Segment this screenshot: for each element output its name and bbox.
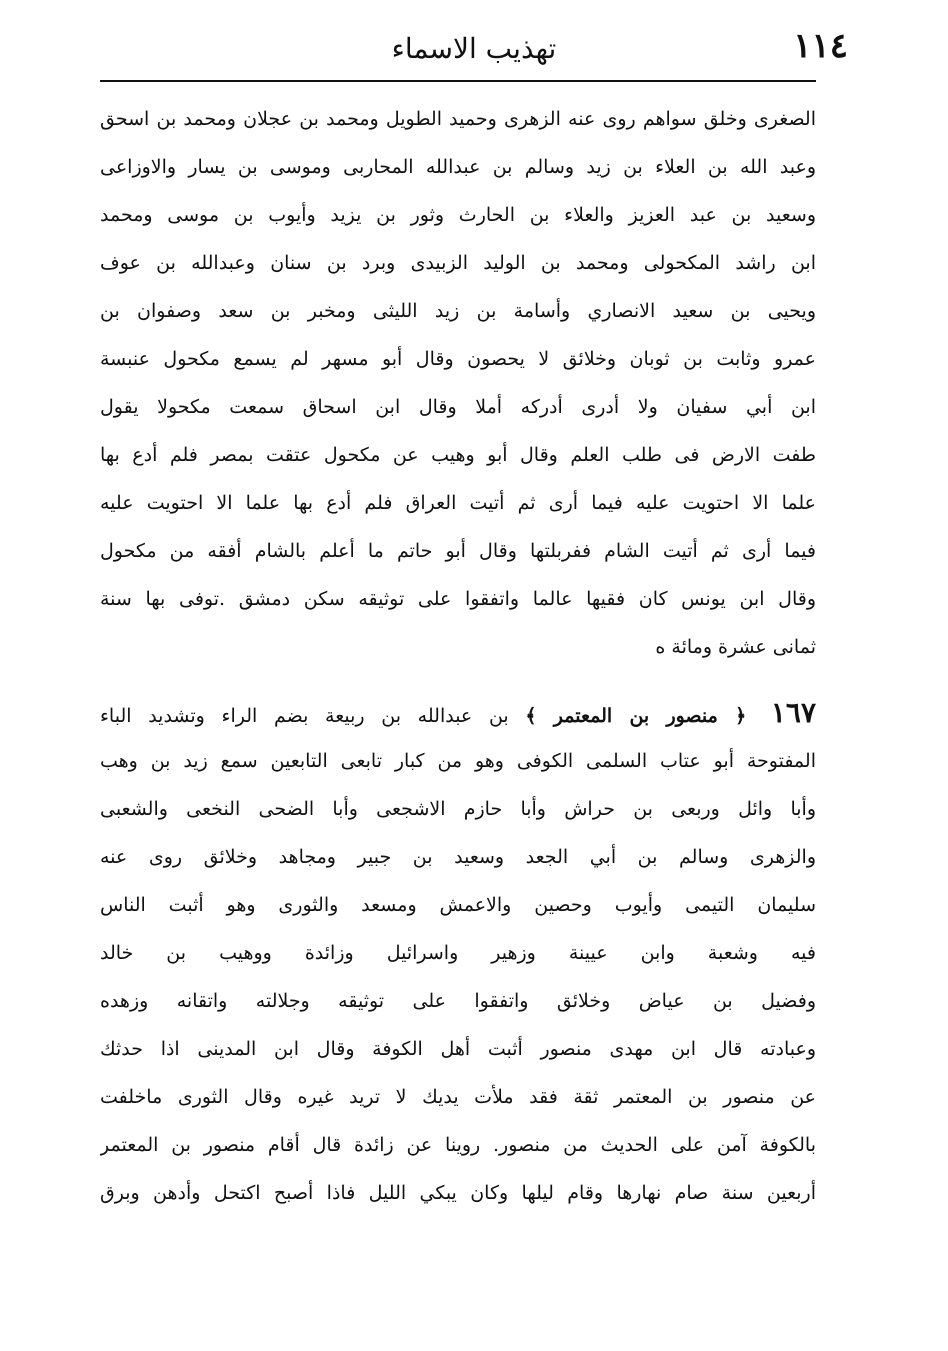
text-line: وأبا وائل وربعى بن حراش وأبا حازم الاشجعى وأبا الضحى النخعى والشعبى — [100, 798, 816, 820]
text-line: وسعيد بن عبد العزيز والعلاء بن الحارث وثور بن يزيد وأيوب بن موسى ومحمد — [100, 204, 816, 226]
text-line: أربعين سنة صام نهارها وقام ليلها وكان يبكي الليل فاذا أصبح اكتحل وأدهن وبرق — [100, 1182, 816, 1204]
text-line: والزهرى وسالم بن أبي الجعد وسعيد بن جبير ومجاهد وخلائق روى عنه — [100, 846, 816, 868]
page-number: ١١٤ — [793, 26, 848, 66]
text-line: ابن أبي سفيان ولا أدرى أدركه أملا وقال ابن اسحاق سمعت مكحولا يقول — [100, 396, 816, 418]
text-line: علما الا احتويت عليه فيما أرى ثم أتيت العراق فلم أدع بها علما الا احتويت عليه — [100, 492, 816, 514]
text-line: المفتوحة أبو عتاب السلمى الكوفى وهو من كبار تابعى التابعين سمع زيد بن وهب — [100, 750, 816, 772]
text-line: سليمان التيمى وأيوب وحصين والاعمش ومسعد والثورى وهو أثبت الناس — [100, 894, 816, 916]
header-rule — [100, 80, 816, 82]
entry-number: ١٦٧ — [770, 696, 816, 729]
text-line: وعبادته قال ابن مهدى منصور أثبت أهل الكوفة وقال ابن المدينى اذا حدثك — [100, 1038, 816, 1060]
page-header — [100, 24, 848, 74]
text-line: وفضيل بن عياض وخلائق واتفقوا على توثيقه وجلالته واتقانه وزهده — [100, 990, 816, 1012]
entry-name: ﴿ منصور بن المعتمر ﴾ — [525, 705, 747, 727]
text-line: وعبد الله بن العلاء بن زيد وسالم بن عبدالله المحاربى وموسى بن يسار والاوزاعى — [100, 156, 816, 178]
text-line: ويحيى بن سعيد الانصاري وأسامة بن زيد الليثى ومخبر بن سعد وصفوان بن — [100, 300, 816, 322]
text-line: ابن راشد المكحولى ومحمد بن الوليد الزبيدى وبرد بن سنان وعبدالله بن عوف — [100, 252, 816, 274]
text-line: ثمانى عشرة ومائة ه — [655, 636, 816, 658]
entry-heading-line — [100, 689, 816, 737]
text-line: عمرو وثابت بن ثوبان وخلائق لا يحصون وقال أبو مسهر لم يسمع مكحول عنبسة — [100, 348, 816, 370]
text-line: بالكوفة آمن على الحديث من منصور. روينا عن زائدة قال أقام منصور بن المعتمر — [100, 1134, 816, 1156]
entry-first-line: بن عبدالله بن ربيعة بضم الراء وتشديد الباء — [100, 705, 509, 727]
text-line: وقال ابن يونس كان فقيها عالما واتفقوا على توثيقه سكن دمشق .توفى بها سنة — [100, 588, 816, 610]
text-line: فيه وشعبة وابن عيينة وزهير واسرائيل وزائدة ووهيب بن خالد — [100, 942, 816, 964]
running-title: تهذيب الاسماء — [391, 32, 557, 65]
page-body — [100, 95, 816, 1217]
text-line: الصغرى وخلق سواهم روى عنه الزهرى وحميد الطويل ومحمد بن عجلان ومحمد بن اسحق — [100, 108, 816, 130]
text-line: طفت الارض فى طلب العلم وقال أبو وهيب عن مكحول عتقت بمصر فلم أدع بها — [100, 444, 816, 466]
text-line: عن منصور بن المعتمر ثقة فقد ملأت يديك لا تريد غيره وقال الثورى ماخلفت — [100, 1086, 816, 1108]
text-line: فيما أرى ثم أتيت الشام ففربلتها وقال أبو حاتم ما أعلم بالشام أفقه من مكحول — [100, 540, 816, 562]
